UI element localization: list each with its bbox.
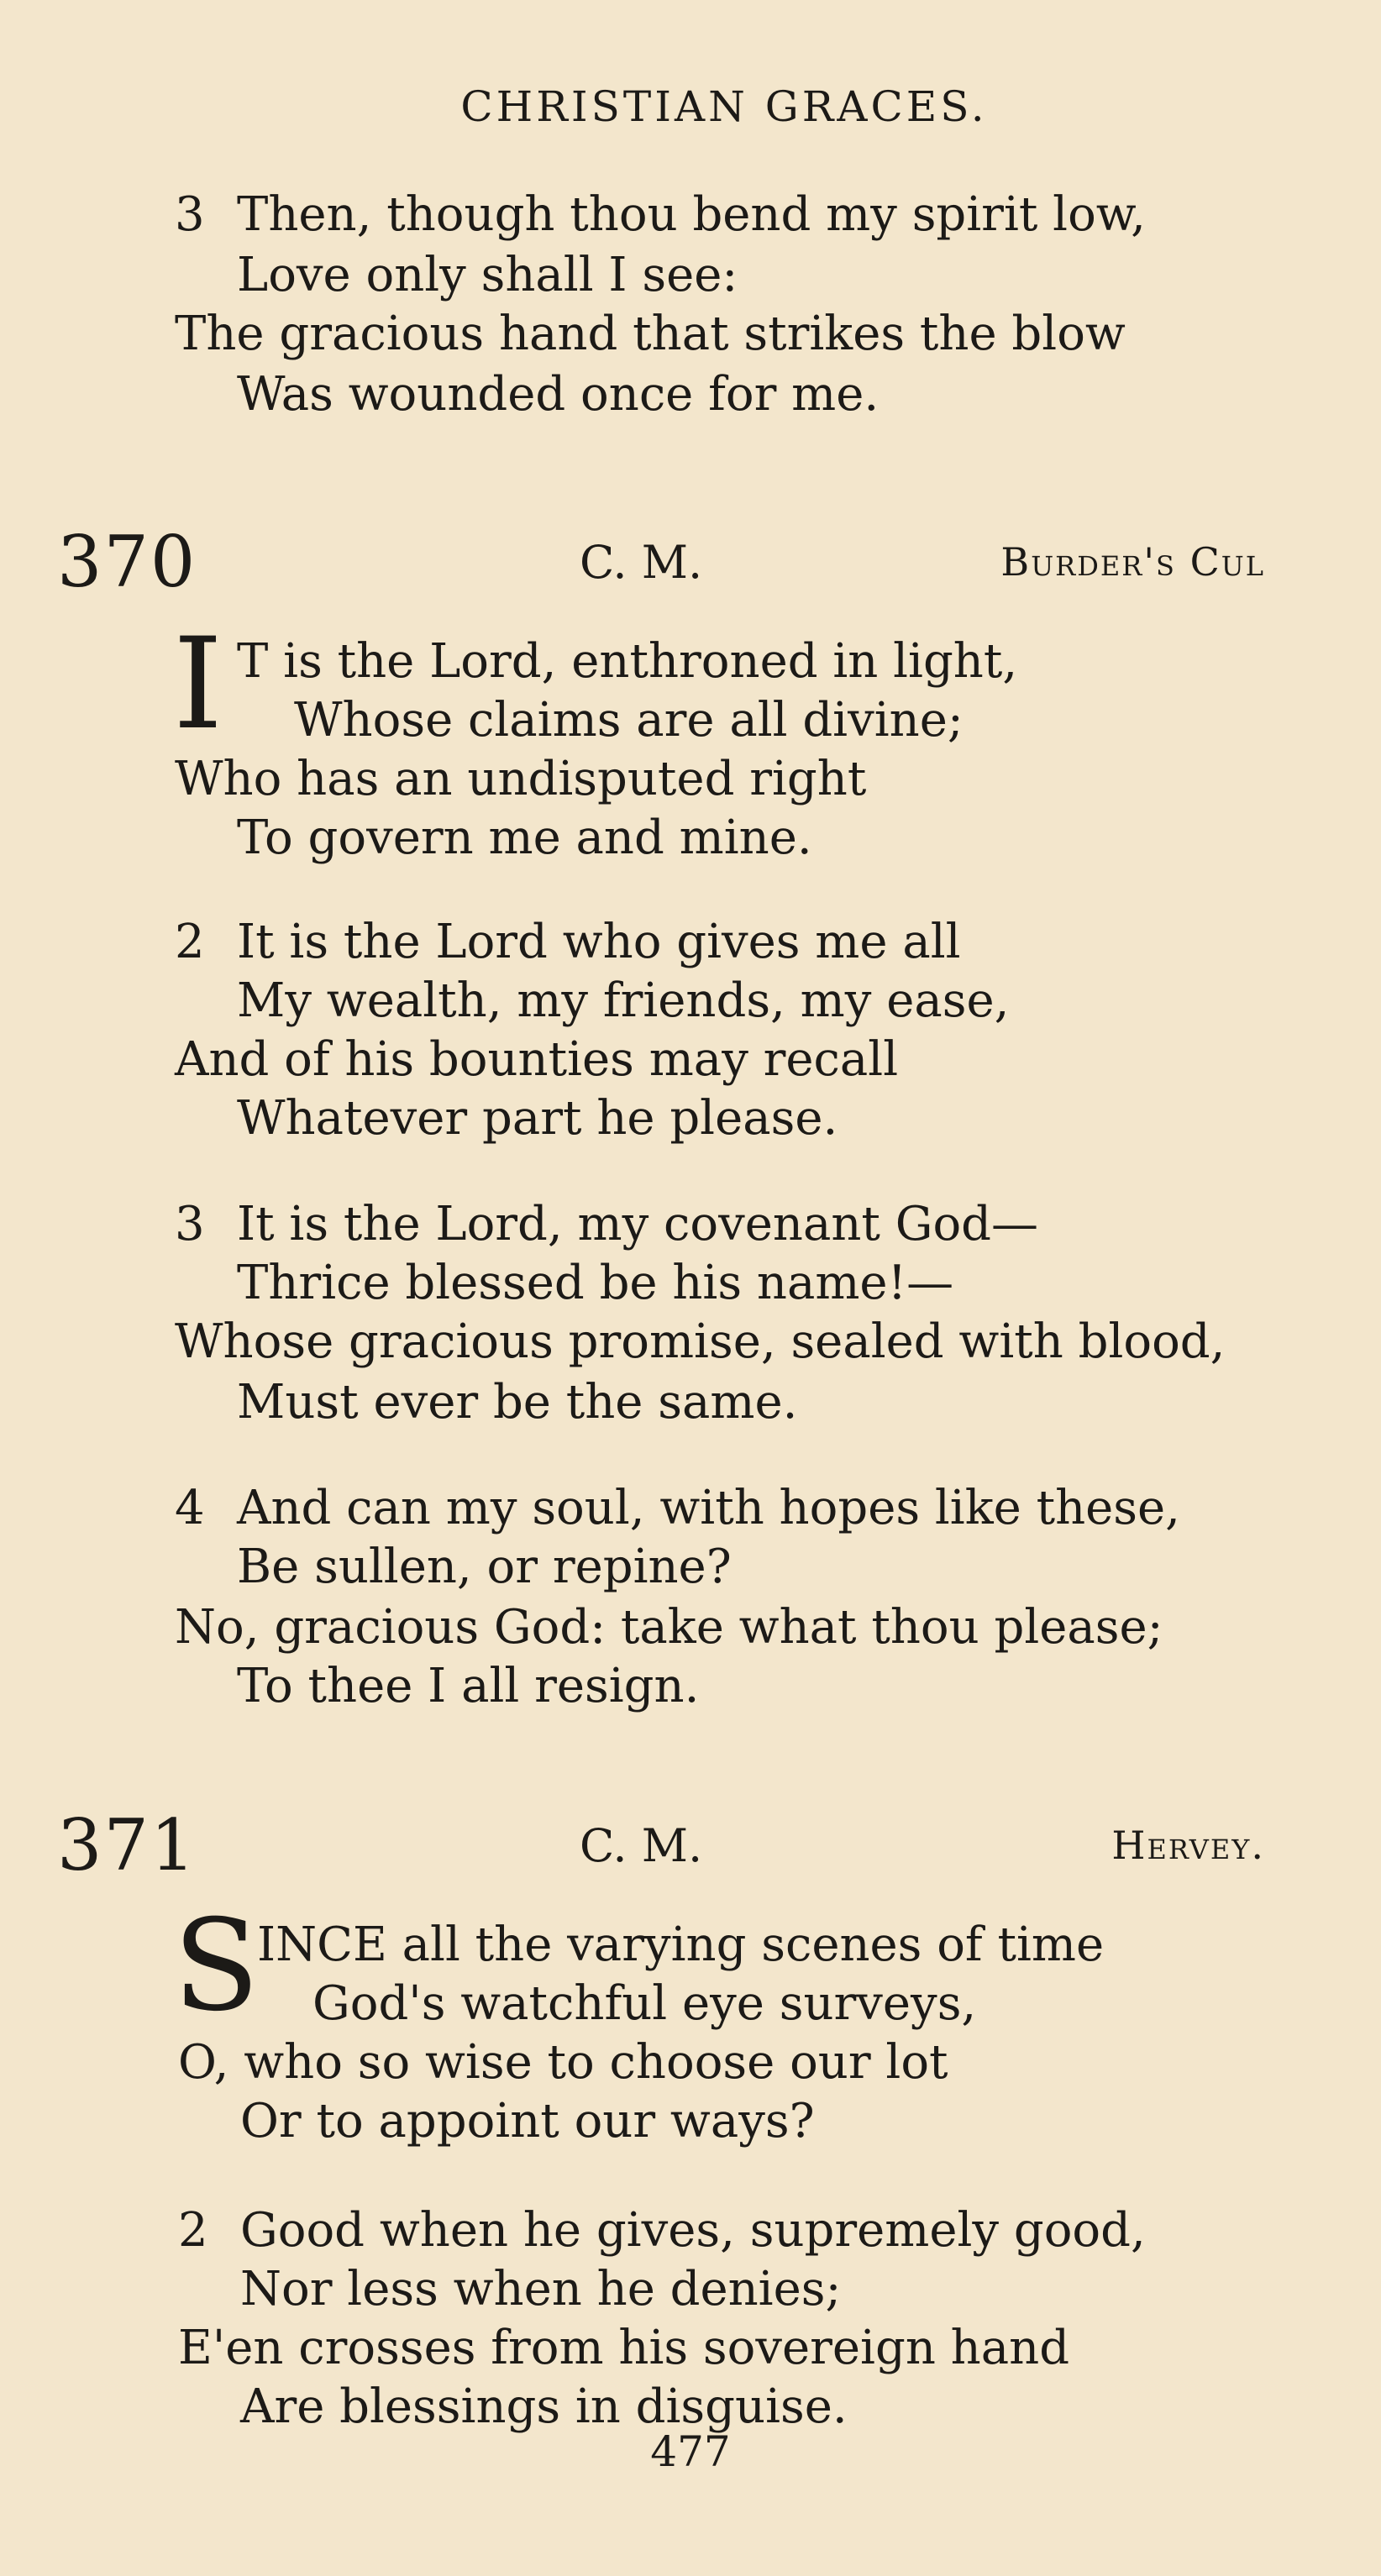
hymn-number: 371 xyxy=(57,1804,197,1886)
page-number: 477 xyxy=(650,2427,731,2476)
verse-line: God's watchful eye surveys, xyxy=(312,1976,977,2031)
verse-line: My wealth, my friends, my ease, xyxy=(237,973,1010,1028)
verse-line: Nor less when he denies; xyxy=(240,2262,842,2316)
verse-number: 3 xyxy=(175,1197,205,1251)
hymn-number: 370 xyxy=(57,521,197,603)
verse-line: 2 It is the Lord who gives me all xyxy=(175,912,961,973)
verse-line: Whose claims are all divine; xyxy=(294,693,964,748)
hymn-371-header xyxy=(0,1804,1381,1888)
verse-line: 3 It is the Lord, my covenant God— xyxy=(175,1194,1038,1255)
verse-line: 4 And can my soul, with hopes like these, xyxy=(175,1478,1180,1539)
verse-line: Must ever be the same. xyxy=(237,1375,798,1430)
verse-number: 3 xyxy=(175,187,205,242)
verse-number: 2 xyxy=(178,2203,208,2258)
verse-line: Or to appoint our ways? xyxy=(240,2094,815,2148)
drop-cap: S xyxy=(173,1893,260,2039)
hymn-370-header xyxy=(0,521,1381,605)
verse-line: Was wounded once for me. xyxy=(237,367,880,422)
verse-line: No, gracious God: take what thou please; xyxy=(175,1600,1163,1655)
verse-line: 3 Then, though thou bend my spirit low, xyxy=(175,185,1146,245)
drop-cap: I xyxy=(173,611,223,758)
verse-line: And of his bounties may recall xyxy=(175,1032,899,1087)
hymn-tune: Hervey. xyxy=(1111,1823,1265,1868)
verse-line: Whatever part he please. xyxy=(237,1091,838,1146)
verse-line: INCE all the varying scenes of time xyxy=(257,1918,1105,1972)
verse-line: Thrice blessed be his name!— xyxy=(237,1256,954,1310)
verse-line: 2 Good when he gives, supremely good, xyxy=(178,2201,1146,2261)
verse-number: 4 xyxy=(175,1481,205,1535)
hymn-meter: C. M. xyxy=(580,1819,703,1872)
verse-line: To govern me and mine. xyxy=(237,811,812,865)
verse-number: 2 xyxy=(175,915,205,969)
verse-line: O, who so wise to choose our lot xyxy=(178,2035,948,2090)
verse-line: Whose gracious promise, sealed with blood, xyxy=(175,1314,1226,1369)
hymn-meter: C. M. xyxy=(580,536,703,589)
hymn-tune: Burder's Cul xyxy=(1000,539,1265,585)
running-head: CHRISTIAN GRACES. xyxy=(460,82,988,131)
verse-line: T is the Lord, enthroned in light, xyxy=(237,634,1018,689)
verse-line: To thee I all resign. xyxy=(237,1659,700,1713)
verse-line: Are blessings in disguise. xyxy=(240,2379,848,2434)
verse-line: The gracious hand that strikes the blow xyxy=(175,307,1126,361)
verse-line: Be sullen, or repine? xyxy=(237,1540,732,1594)
verse-line: E'en crosses from his sovereign hand xyxy=(178,2321,1070,2375)
verse-line: Love only shall I see: xyxy=(237,248,738,302)
verse-line: Who has an undisputed right xyxy=(175,752,867,806)
